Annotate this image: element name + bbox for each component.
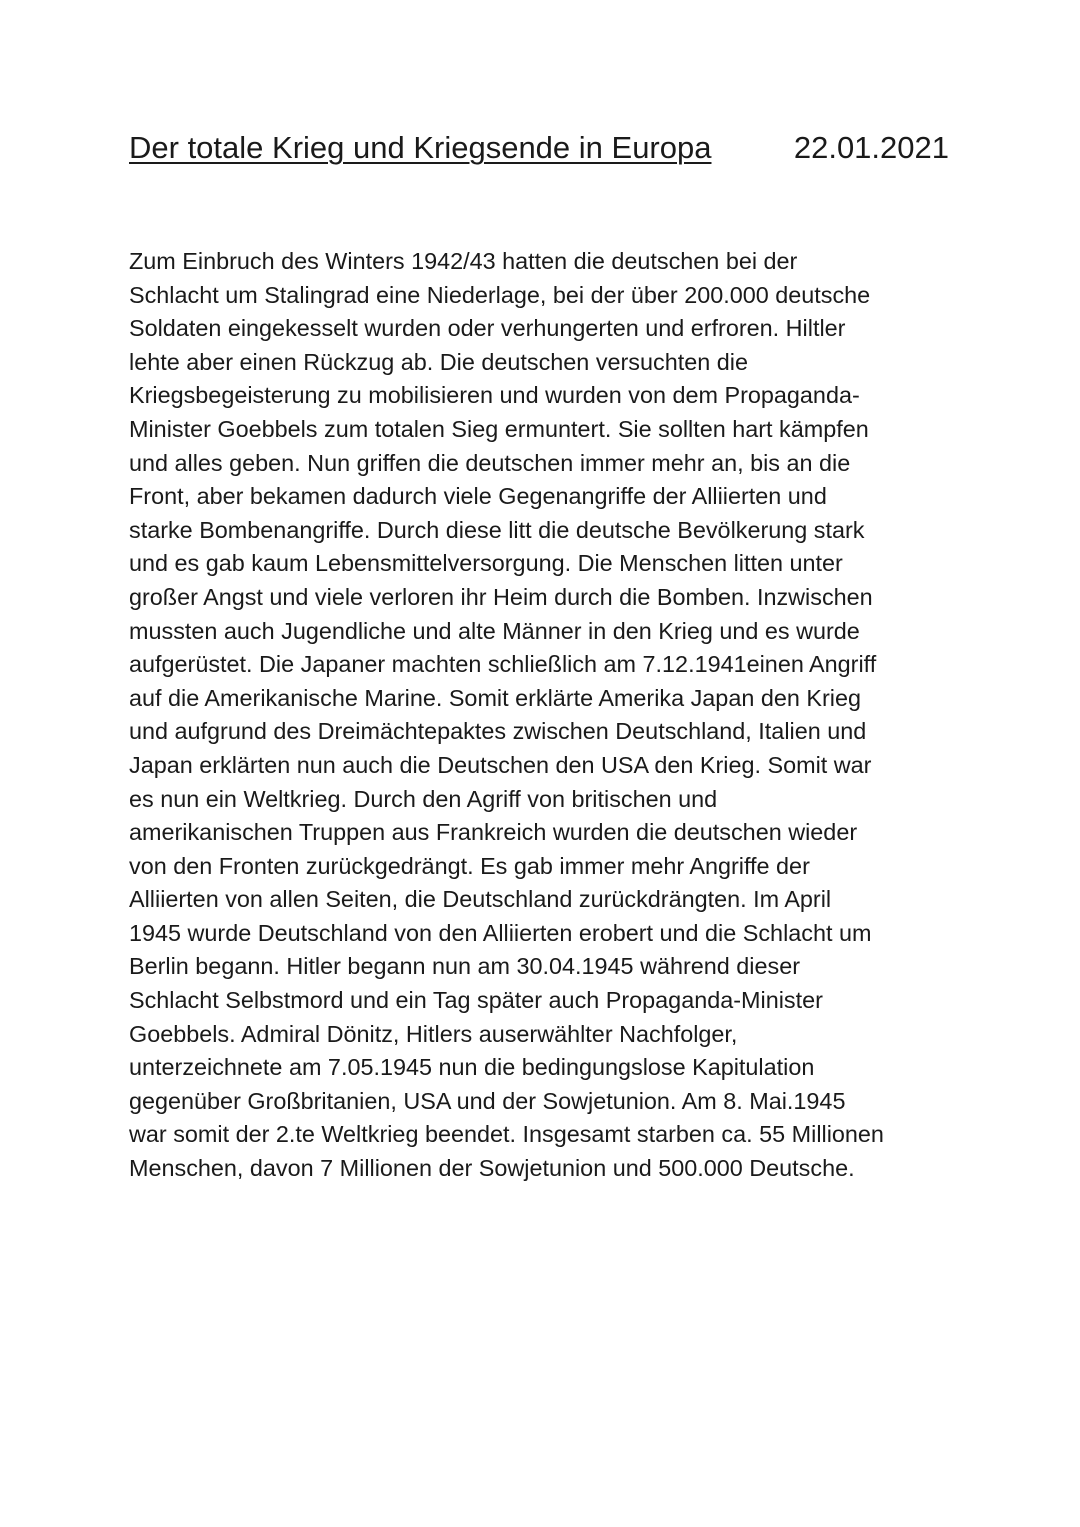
text-line: Japan erklärten nun auch die Deutschen den USA den Krieg. Somit war: [129, 751, 872, 778]
document-title: Der totale Krieg und Kriegsende in Europa: [129, 130, 712, 165]
text-line: Alliierten von allen Seiten, die Deutschland zurückdrängten. Im April: [129, 886, 832, 913]
text-line: Zum Einbruch des Winters 1942/43 hatten die deutschen bei der: [129, 248, 798, 274]
text-line: und alles geben. Nun griffen die deutschen immer mehr an, bis an die: [129, 449, 851, 476]
text-line: 1945 wurde Deutschland von den Alliierten erobert und die Schlacht um: [129, 919, 872, 946]
text-line: Soldaten eingekesselt wurden oder verhungerten und erfroren. Hiltler: [129, 315, 846, 342]
text-line: Schlacht Selbstmord und ein Tag später auch Propaganda-Minister: [129, 987, 823, 1014]
document-body: [129, 245, 969, 1186]
text-line: Menschen, davon 7 Millionen der Sowjetunion und 500.000 Deutsche.: [129, 1155, 855, 1182]
text-line: Kriegsbegeisterung zu mobilisieren und wurden von dem Propaganda-: [129, 382, 860, 409]
text-line: Minister Goebbels zum totalen Sieg ermuntert. Sie sollten hart kämpfen: [129, 415, 869, 442]
text-line: aufgerüstet. Die Japaner machten schließlich am 7.12.1941einen Angriff: [129, 651, 877, 678]
text-line: und aufgrund des Dreimächtepaktes zwischen Deutschland, Italien und: [129, 718, 867, 745]
text-line: Front, aber bekamen dadurch viele Gegenangriffe der Alliierten und: [129, 483, 827, 510]
text-line: unterzeichnete am 7.05.1945 nun die bedingungslose Kapitulation: [129, 1054, 815, 1081]
text-line: mussten auch Jugendliche und alte Männer in den Krieg und es wurde: [129, 617, 860, 644]
text-line: großer Angst und viele verloren ihr Heim durch die Bomben. Inzwischen: [129, 583, 873, 610]
text-line: es nun ein Weltkrieg. Durch den Agriff von britischen und: [129, 785, 718, 812]
text-line: Goebbels. Admiral Dönitz, Hitlers auserwählter Nachfolger,: [129, 1020, 738, 1047]
text-line: lehte aber einen Rückzug ab. Die deutschen versuchten die: [129, 348, 748, 375]
text-line: von den Fronten zurückgedrängt. Es gab immer mehr Angriffe der: [129, 852, 810, 879]
document-date: 22.01.2021: [793, 130, 949, 165]
text-line: war somit der 2.te Weltkrieg beendet. Insgesamt starben ca. 55 Millionen: [129, 1121, 884, 1148]
text-line: amerikanischen Truppen aus Frankreich wurden die deutschen wieder: [129, 819, 858, 846]
text-line: starke Bombenangriffe. Durch diese litt die deutsche Bevölkerung stark: [129, 516, 865, 543]
text-line: Berlin begann. Hitler begann nun am 30.04.1945 während dieser: [129, 953, 800, 980]
document-header: [129, 128, 949, 172]
text-line: auf die Amerikanische Marine. Somit erklärte Amerika Japan den Krieg: [129, 684, 861, 711]
text-line: gegenüber Großbritanien, USA und der Sowjetunion. Am 8. Mai.1945: [129, 1087, 846, 1114]
text-line: und es gab kaum Lebensmittelversorgung. Die Menschen litten unter: [129, 550, 843, 577]
text-line: Schlacht um Stalingrad eine Niederlage, bei der über 200.000 deutsche: [129, 281, 871, 308]
